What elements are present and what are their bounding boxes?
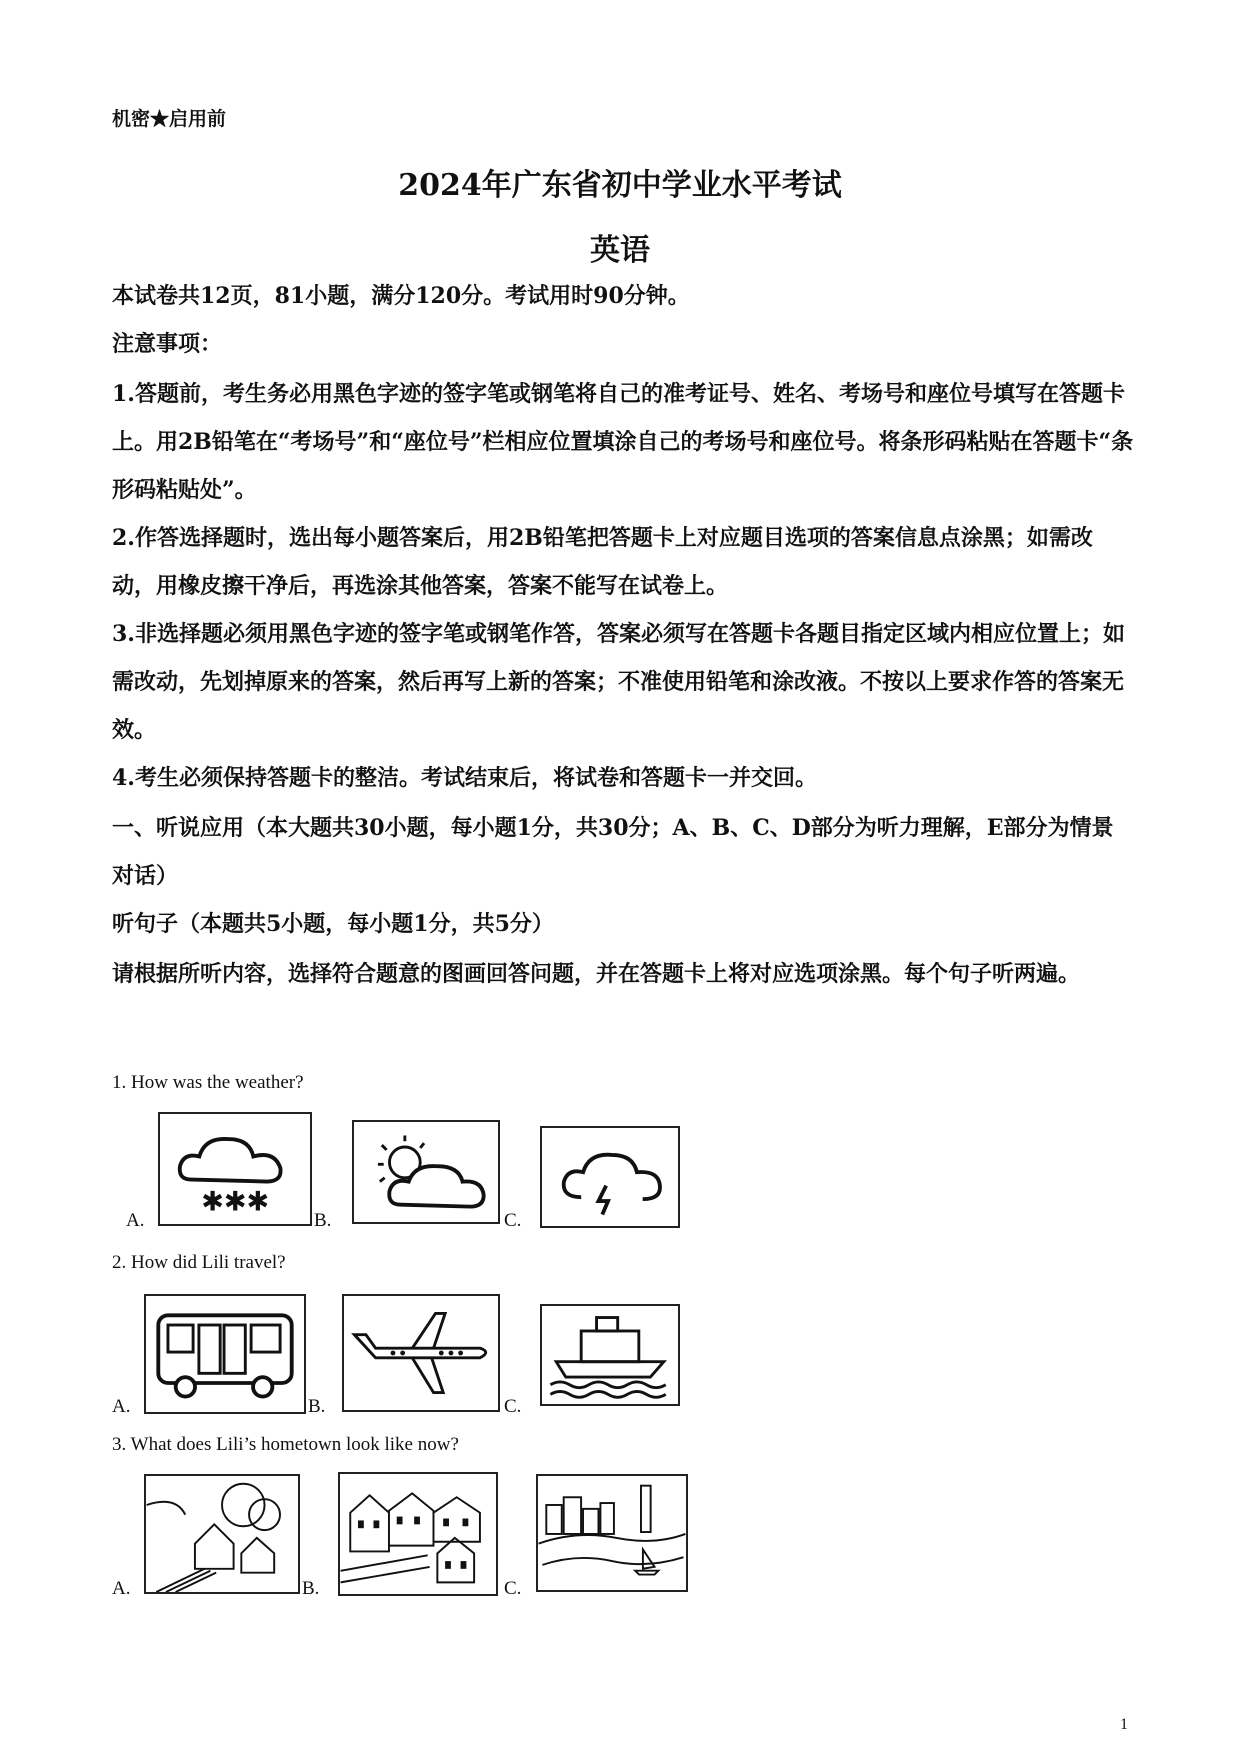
q2-option-a: A. bbox=[112, 1396, 131, 1417]
sun-cloud-icon bbox=[352, 1120, 500, 1224]
question-3: 3. What does Lili’s hometown look like now? bbox=[112, 1434, 459, 1455]
q2-option-c: C. bbox=[504, 1396, 522, 1417]
subject-title: 英语 bbox=[590, 233, 650, 268]
snow-cloud-icon bbox=[158, 1112, 312, 1226]
q3-option-b: B. bbox=[302, 1578, 320, 1599]
question-1: 1. How was the weather? bbox=[112, 1072, 304, 1093]
q2-option-b: B. bbox=[308, 1396, 326, 1417]
village-icon bbox=[144, 1474, 300, 1594]
notice-2: 2.作答选择题时，选出每小题答案后，用2B铅笔把答题卡上对应题目选项的答案信息点涂黑；如需改动，用橡皮擦干净后，再选涂其他答案，答案不能写在试卷上。 bbox=[112, 525, 1093, 599]
part-heading: 听句子（本题共5小题，每小题1分，共5分） bbox=[112, 911, 554, 937]
notice-label: 注意事项： bbox=[112, 331, 223, 357]
notice-3: 3.非选择题必须用黑色字迹的签字笔或钢笔作答，答案必须写在答题卡各题目指定区域内相应位置上；如需改动，先划掉原来的答案，然后再写上新的答案；不准使用铅笔和涂改液。不按以上要求作答的答案无效。 bbox=[112, 621, 1125, 743]
question-2: 2. How did Lili travel? bbox=[112, 1252, 286, 1273]
section-heading: 一、听说应用（本大题共30小题，每小题1分，共30分；A、B、C、D部分为听力理解，E部分为情景对话） bbox=[112, 815, 1114, 889]
airplane-icon bbox=[342, 1294, 500, 1412]
seaside-city-icon bbox=[536, 1474, 688, 1592]
notice-1: 1.答题前，考生务必用黑色字迹的签字笔或钢笔将自己的准考证号、姓名、考场号和座位号填写在答题卡上。用2B铅笔在“考场号”和“座位号”栏相应位置填涂自己的考场号和座位号。将条形码粘贴在答题卡“条形码粘贴处”。 bbox=[112, 381, 1134, 503]
q3-option-c: C. bbox=[504, 1578, 522, 1599]
q1-option-c: C. bbox=[504, 1210, 522, 1231]
exam-intro: 本试卷共12页，81小题，满分120分。考试用时90分钟。 bbox=[112, 283, 690, 309]
ship-icon bbox=[540, 1304, 680, 1406]
page-number: 1 bbox=[1120, 1716, 1128, 1733]
q1-option-a: A. bbox=[126, 1210, 145, 1231]
thunder-cloud-icon bbox=[540, 1126, 680, 1228]
exam-title: 2024年广东省初中学业水平考试 bbox=[398, 168, 842, 203]
svg-text:✱✱✱: ✱✱✱ bbox=[201, 1186, 270, 1218]
q3-option-a: A. bbox=[112, 1578, 131, 1599]
confidential-label: 机密★启用前 bbox=[112, 108, 227, 130]
town-icon bbox=[338, 1472, 498, 1596]
notice-4: 4.考生必须保持答题卡的整洁。考试结束后，将试卷和答题卡一并交回。 bbox=[112, 765, 817, 791]
q1-option-b: B. bbox=[314, 1210, 332, 1231]
part-instruction: 请根据所听内容，选择符合题意的图画回答问题，并在答题卡上将对应选项涂黑。每个句子听两遍。 bbox=[112, 961, 1081, 987]
bus-icon bbox=[144, 1294, 306, 1414]
